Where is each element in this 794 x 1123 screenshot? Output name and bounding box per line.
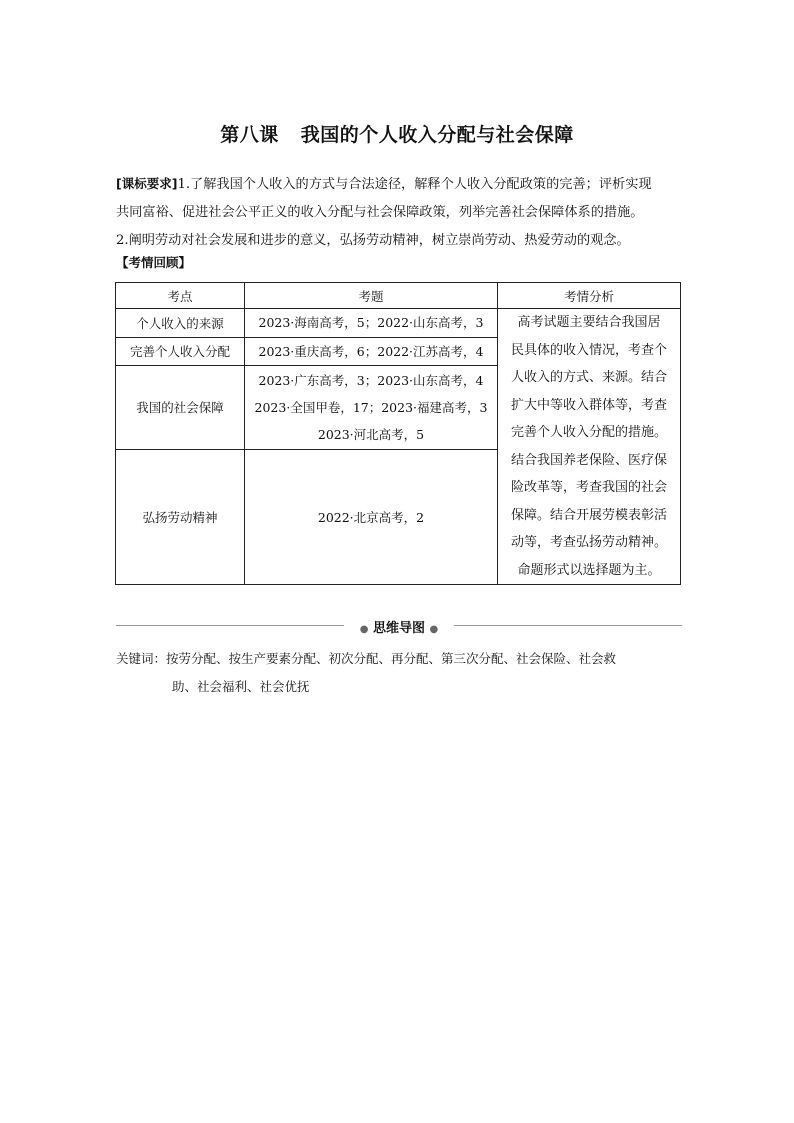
questions-cell: 2022·北京高考，2 — [245, 449, 498, 584]
exam-review-label: 【考情回顾】 — [116, 255, 192, 270]
keywords — [116, 645, 682, 701]
questions-cell: 2023·海南高考，5；2022·山东高考，3 — [245, 309, 498, 338]
mindmap-label: 思维导图 — [372, 621, 425, 636]
header-questions: 考题 — [245, 283, 498, 309]
requirement-text-1: 1.了解我国个人收入的方式与合法途径，解释个人收入分配政策的完善；评析实现 — [177, 177, 652, 192]
requirements-tag: [课标要求] — [116, 176, 178, 191]
analysis-line: 扩大中等收入群体等，考查 — [510, 397, 667, 413]
requirement-line-2: 共同富裕、促进社会公平正义的收入分配与社会保障政策，列举完善社会保障体系的措施。 — [116, 205, 644, 220]
header-analysis: 考情分析 — [498, 283, 681, 309]
analysis-line: 结合我国养老保险、医疗保 — [510, 452, 667, 468]
keywords-line-2: 助、社会福利、社会优抚 — [172, 679, 310, 694]
lesson-number: 第八课 — [220, 124, 279, 146]
requirement-line-1 — [116, 170, 682, 199]
point-cell: 个人收入的来源 — [116, 309, 245, 338]
lesson-title: 我国的个人收入分配与社会保障 — [300, 124, 574, 146]
header-point: 考点 — [116, 283, 245, 309]
analysis-line: 保障。结合开展劳模表彰活 — [510, 507, 667, 523]
mindmap-divider — [116, 617, 682, 635]
page-title — [0, 120, 794, 147]
divider-line-right — [454, 625, 682, 626]
analysis-line: 动等，考查弘扬劳动精神。 — [510, 535, 667, 550]
questions-cell: 2023·重庆高考，6；2022·江苏高考，4 — [245, 337, 498, 366]
exam-review-table — [115, 282, 681, 585]
point-cell: 完善个人收入分配 — [116, 337, 245, 366]
point-cell: 我国的社会保障 — [116, 366, 245, 450]
analysis-line: 命题形式以选择题为主。 — [517, 562, 661, 578]
divider-line-left — [116, 625, 344, 626]
table-row — [116, 309, 681, 338]
dot-icon: ● — [359, 624, 369, 635]
table-header-row — [116, 283, 681, 309]
questions-cell — [245, 366, 498, 450]
analysis-line: 民具体的收入情况，考查个 — [510, 342, 667, 358]
requirement-line-3: 2.阐明劳动对社会发展和进步的意义，弘扬劳动精神，树立崇尚劳动、热爱劳动的观念。 — [116, 233, 630, 248]
question-line: 2023·河北高考，5 — [317, 426, 425, 442]
keywords-line-1: 按劳分配、按生产要素分配、初次分配、再分配、第三次分配、社会保险、社会救 — [166, 651, 617, 666]
mindmap-heading — [348, 617, 450, 636]
analysis-cell — [498, 309, 681, 585]
keywords-label: 关键词： — [116, 651, 167, 666]
analysis-line: 险改革等，考查我国的社会 — [510, 480, 667, 495]
analysis-line: 完善个人收入分配的措施。 — [510, 425, 667, 440]
question-line: 2023·全国甲卷，17；2023·福建高考，3 — [254, 399, 488, 415]
curriculum-requirements — [116, 170, 682, 255]
analysis-line: 人收入的方式、来源。结合 — [510, 370, 667, 385]
analysis-line: 高考试题主要结合我国居 — [517, 315, 661, 330]
question-line: 2023·广东高考，3；2023·山东高考，4 — [258, 372, 484, 388]
dot-icon: ● — [429, 624, 439, 635]
point-cell: 弘扬劳动精神 — [116, 449, 245, 584]
